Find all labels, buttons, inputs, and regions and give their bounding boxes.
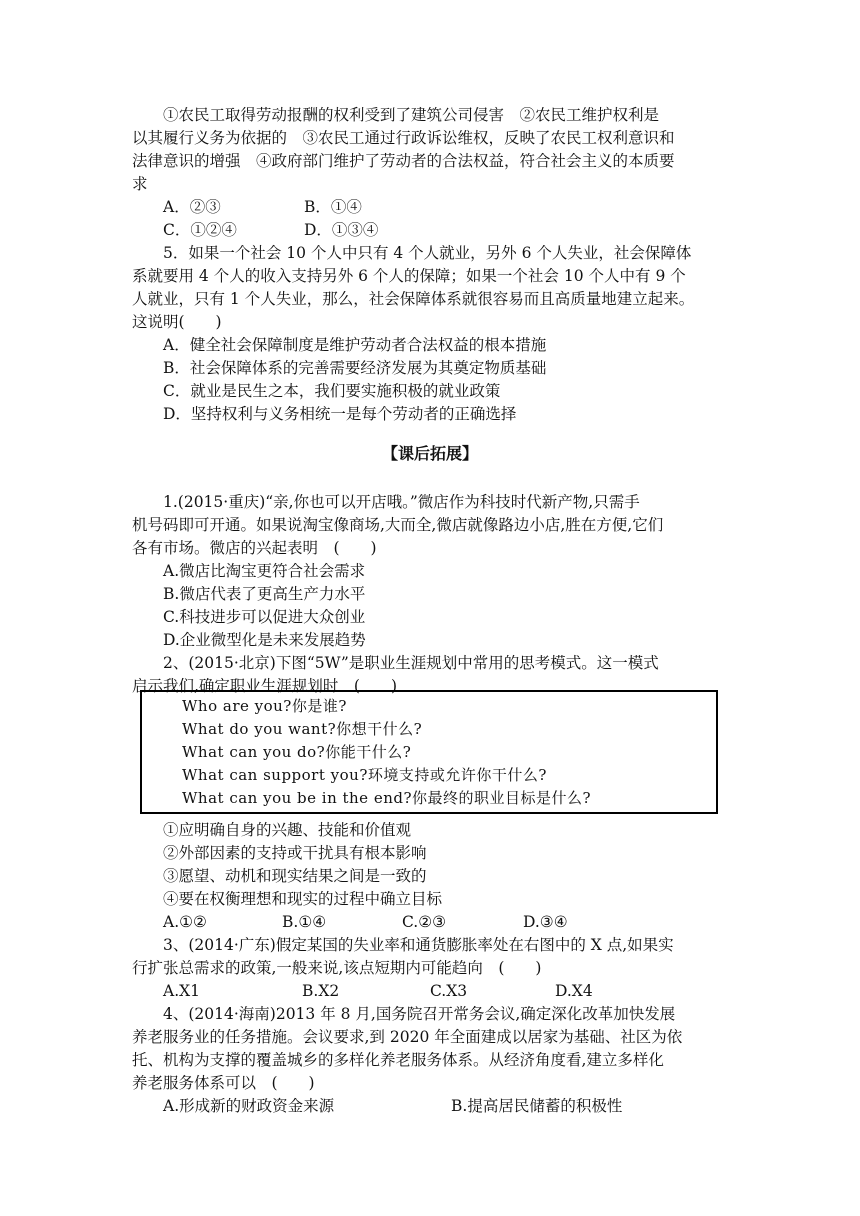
five-w-box xyxy=(140,690,718,814)
q5-stem-line: 5．如果一个社会 10 个人中只有 4 个人就业，另外 6 个人失业，社会保障体 xyxy=(163,244,692,262)
e1-option-a: A.微店比淘宝更符合社会需求 xyxy=(163,562,366,580)
five-w-line: Who are you?你是谁? xyxy=(182,697,347,715)
e3-option-d: D.X4 xyxy=(555,982,593,1000)
e2-statement-2: ②外部因素的支持或干扰具有根本影响 xyxy=(163,844,427,862)
e2-option-b: B.①④ xyxy=(282,913,327,931)
q5-option-a: A．健全社会保障制度是维护劳动者合法权益的根本措施 xyxy=(163,336,547,354)
e4-option-a: A.形成新的财政资金来源 xyxy=(163,1097,335,1115)
e1-option-b: B.微店代表了更高生产力水平 xyxy=(163,585,366,603)
e1-option-d: D.企业微型化是未来发展趋势 xyxy=(163,631,366,649)
q4-option-c: C．①②④ xyxy=(163,221,237,239)
e2-stem-line: 2、(2015·北京)下图“5W”是职业生涯规划中常用的思考模式。这一模式 xyxy=(163,654,659,672)
q5-option-d: D．坚持权利与义务相统一是每个劳动者的正确选择 xyxy=(163,405,517,423)
e2-statement-4: ④要在权衡理想和现实的过程中确立目标 xyxy=(163,890,443,908)
e2-option-a: A.①② xyxy=(163,913,207,931)
five-w-line: What can you be in the end?你最终的职业目标是什么? xyxy=(182,789,592,807)
q5-option-c: C．就业是民生之本，我们要实施积极的就业政策 xyxy=(163,382,501,400)
e3-stem-line: 行扩张总需求的政策,一般来说,该点短期内可能趋向 ( ) xyxy=(132,959,542,977)
e2-option-c: C.②③ xyxy=(402,913,447,931)
e3-stem-line: 3、(2014·广东)假定某国的失业率和通货膨胀率处在右图中的 X 点,如果实 xyxy=(163,936,674,954)
e4-stem-line: 4、(2014·海南)2013 年 8 月,国务院召开常务会议,确定深化改革加快发展 xyxy=(163,1005,676,1023)
q5-option-b: B．社会保障体系的完善需要经济发展为其奠定物质基础 xyxy=(163,359,547,377)
e2-statement-1: ①应明确自身的兴趣、技能和价值观 xyxy=(163,821,412,839)
five-w-line: What do you want?你想干什么? xyxy=(182,720,423,738)
e2-stem-line: 启示我们,确定职业生涯规划时 ( ) xyxy=(132,677,398,695)
q5-stem-line: 系就要用 4 个人的收入支持另外 6 个人的保障；如果一个社会 10 个人中有 9 个 xyxy=(132,267,686,285)
e1-option-c: C.科技进步可以促进大众创业 xyxy=(163,608,366,626)
e3-option-c: C.X3 xyxy=(430,982,468,1000)
e1-stem-line: 各有市场。微店的兴起表明 ( ) xyxy=(132,539,377,557)
e3-option-a: A.X1 xyxy=(163,982,201,1000)
five-w-line: What can support you?环境支持或允许你干什么? xyxy=(182,766,547,784)
e1-stem-line: 1.(2015·重庆)“亲,你也可以开店哦。”微店作为科技时代新产物,只需手 xyxy=(163,493,640,511)
e4-option-b: B.提高居民储蓄的积极性 xyxy=(451,1097,623,1115)
q5-stem-line: 这说明( ) xyxy=(132,313,222,331)
e2-statement-3: ③愿望、动机和现实结果之间是一致的 xyxy=(163,867,427,885)
five-w-line: What can you do?你能干什么? xyxy=(182,743,412,761)
e1-stem-line: 机号码即可开通。如果说淘宝像商场,大而全,微店就像路边小店,胜在方便,它们 xyxy=(132,516,664,534)
q4-option-a: A．②③ xyxy=(163,198,221,216)
q4-option-b: B．①④ xyxy=(304,198,362,216)
e4-stem-line: 托、机构为支撑的覆盖城乡的多样化养老服务体系。从经济角度看,建立多样化 xyxy=(132,1051,664,1069)
q4-statement-line: ①农民工取得劳动报酬的权利受到了建筑公司侵害 ②农民工维护权利是 xyxy=(163,106,660,124)
e3-option-b: B.X2 xyxy=(302,982,340,1000)
e2-option-d: D.③④ xyxy=(523,913,568,931)
e4-stem-line: 养老服务业的任务措施。会议要求,到 2020 年全面建成以居家为基础、社区为依 xyxy=(132,1028,683,1046)
q4-statement-line: 求 xyxy=(132,175,148,193)
q4-option-d: D．①③④ xyxy=(304,221,379,239)
q4-statement-line: 以其履行义务为依据的 ③农民工通过行政诉讼维权，反映了农民工权利意识和 xyxy=(132,129,675,147)
e4-stem-line: 养老服务体系可以 ( ) xyxy=(132,1074,315,1092)
q5-stem-line: 人就业，只有 1 个人失业，那么，社会保障体系就很容易而且高质量地建立起来。 xyxy=(132,290,695,308)
q4-statement-line: 法律意识的增强 ④政府部门维护了劳动者的合法权益，符合社会主义的本质要 xyxy=(132,152,675,170)
section-title: 【课后拓展】 xyxy=(381,444,478,463)
